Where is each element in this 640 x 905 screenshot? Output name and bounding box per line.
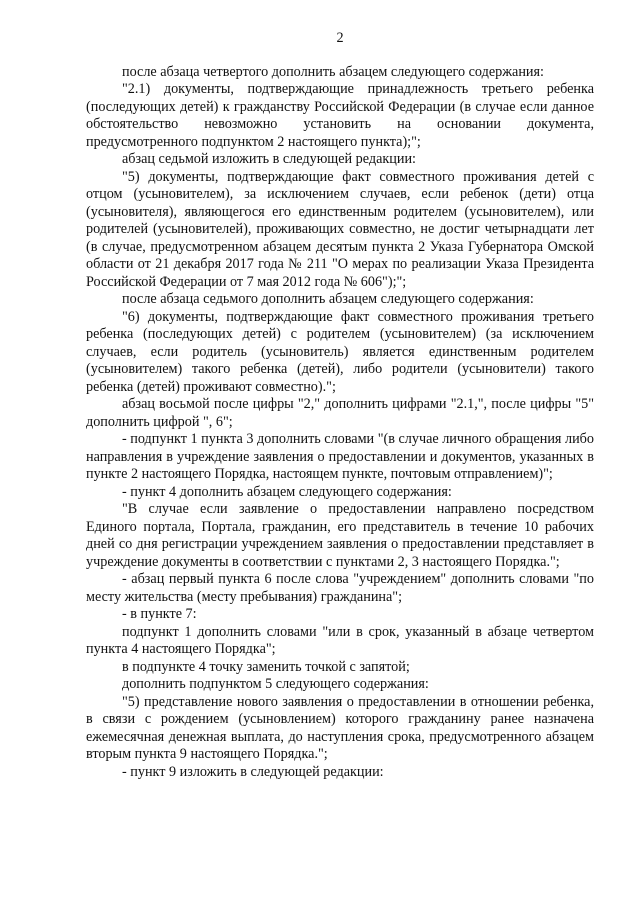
document-page (86, 30, 594, 781)
paragraph-6: "6) документы, подтверждающие факт совместного проживания третьего ребенка (последующих детей) с родителем (усыновителем) (за исключением случаев, если родитель (усыновитель) является единственным родителем (усыновителем) такого ребенка (детей), либо родители (усыновители) такого ребенка (детей) проживают совместно)."; (86, 308, 594, 395)
paragraph-12: - в пункте 7: (122, 606, 197, 622)
paragraph-11: - абзац первый пункта 6 после слова "учреждением" дополнить словами "по месту жительства (месту пребывания) гражданина"; (86, 571, 594, 605)
paragraph-2: "2.1) документы, подтверждающие принадлежность третьего ребенка (последующих детей) к гражданству Российской Федерации (в случае если данное обстоятельство невозможно установить на основании документа, предусмотренного подпунктом 2 настоящего пункта);"; (86, 81, 594, 150)
paragraph-17: - пункт 9 изложить в следующей редакции: (122, 763, 384, 780)
page-number: 2 (336, 30, 344, 46)
paragraph-3: абзац седьмой изложить в следующей редакции: (122, 151, 417, 167)
paragraph-16: "5) представление нового заявления о предоставлении в отношении ребенка, в связи с рождением (усыновлением) которого гражданину ранее назначена ежемесячная денежная выплата, до наступления срока, предусмотренного абзацем вторым пункта 9 настоящего Порядка."; (86, 693, 594, 762)
paragraph-5: после абзаца седьмого дополнить абзацем следующего содержания: (122, 291, 534, 307)
paragraph-10: "В случае если заявление о предоставлении направлено посредством Единого портала, Портала, гражданин, его представитель в течение 10 рабочих дней со дня регистрации учреждением заявления о предоставлении представляет в учреждение документы в соответствии с пунктами 2, 3 настоящего Порядка."; (86, 501, 594, 570)
paragraph-9: - пункт 4 дополнить абзацем следующего содержания: (122, 483, 452, 500)
paragraph-4: "5) документы, подтверждающие факт совместного проживания детей с отцом (усыновителем), за исключением случаев, если ребенок (дети) отца (усыновителя), являющегося его единственным родителем (усыновителем), или родителей (усыновителей), проживающих совместно, не достиг четырнадцати лет (в случае, предусмотренном абзацем десятым пункта 2 Указа Губернатора Омской области от 21 декабря 2017 года № 211 "О мерах по реализации Указа Президента Российской Федерации от 7 мая 2012 года № 606");"; (86, 168, 594, 290)
paragraph-7: абзац восьмой после цифры "2," дополнить цифрами "2.1,", после цифры "5" дополнить цифрой ", 6"; (86, 396, 594, 430)
paragraph-14: в подпункте 4 точку заменить точкой с запятой; (122, 658, 410, 675)
paragraph-13: подпункт 1 дополнить словами "или в срок, указанный в абзаце четвертом пункта 4 настоящего Порядка"; (86, 623, 594, 657)
paragraph-15: дополнить подпунктом 5 следующего содержания: (122, 676, 429, 692)
paragraph-1: после абзаца четвертого дополнить абзацем следующего содержания: (122, 63, 544, 80)
paragraph-8: - подпункт 1 пункта 3 дополнить словами "(в случае личного обращения либо направления в учреждение заявления о предоставлении и документов, указанных в пункте 2 настоящего Порядка, настоящем пункте, почтовым отправлением)"; (86, 431, 594, 482)
